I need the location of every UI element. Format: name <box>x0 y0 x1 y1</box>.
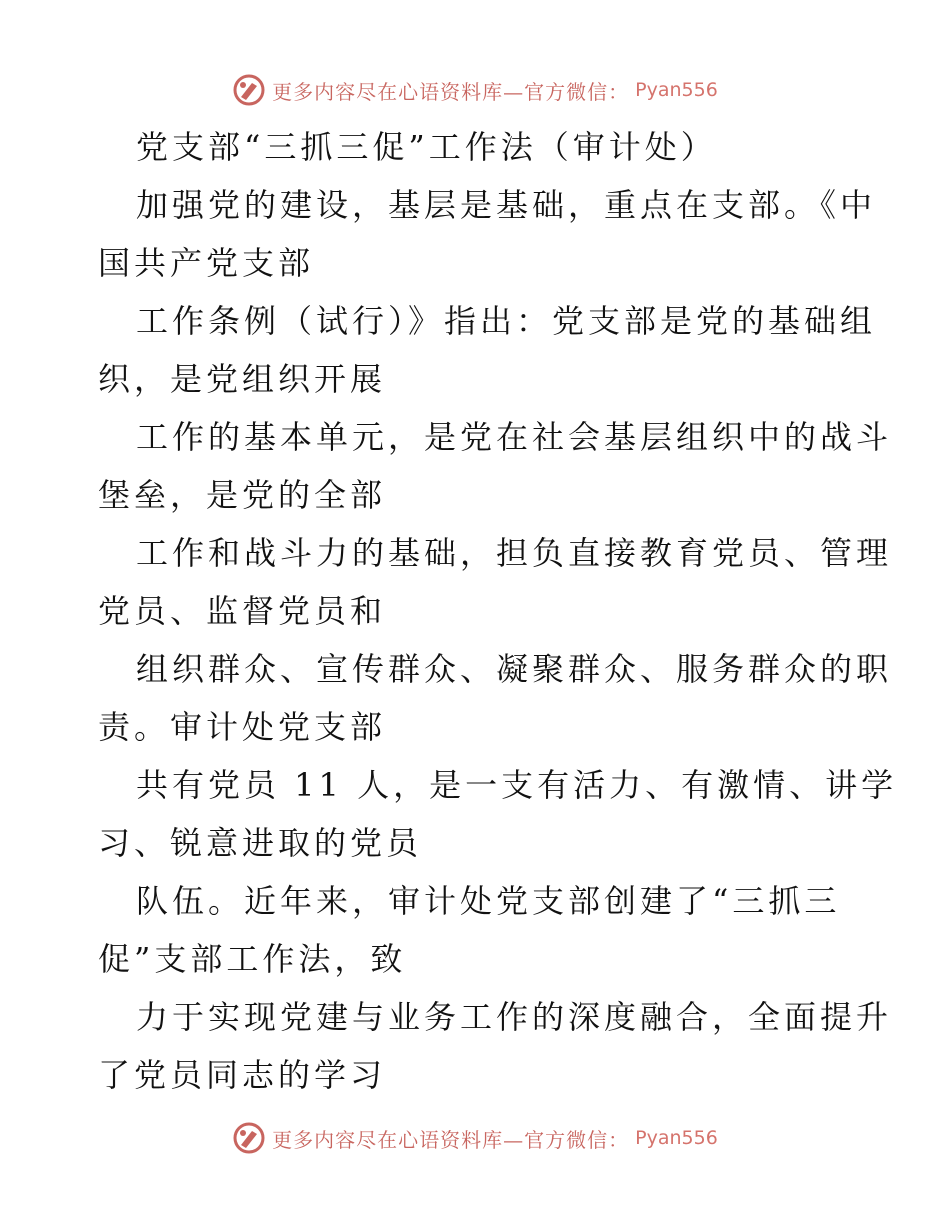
logo-icon <box>232 73 266 107</box>
logo-icon <box>232 1121 266 1155</box>
text-line: 队伍。近年来，审计处党支部创建了“三抓三 <box>136 882 841 920</box>
document-body <box>98 118 898 1104</box>
watermark-text: 更多内容尽在心语资料库—官方微信： <box>272 79 630 104</box>
text-line: 责。审计处党支部 <box>98 708 387 746</box>
watermark-handle: Pyan556 <box>635 1127 718 1149</box>
footer-watermark <box>0 1118 950 1158</box>
text-line: 习、锐意进取的党员 <box>98 824 423 862</box>
text-line: 力于实现党建与业务工作的深度融合，全面提升 <box>136 998 893 1036</box>
text-line: 加强党的建设，基层是基础，重点在支部。《中 <box>136 186 877 224</box>
watermark-text: 更多内容尽在心语资料库—官方微信： <box>272 1127 630 1152</box>
text-line: 堡垒，是党的全部 <box>98 476 387 514</box>
text-line: 织，是党组织开展 <box>98 360 387 398</box>
text-line: 共有党员 11 人，是一支有活力、有激情、讲学 <box>136 766 898 804</box>
text-line: 组织群众、宣传群众、凝聚群众、服务群众的职 <box>136 650 893 688</box>
text-line: 了党员同志的学习 <box>98 1056 387 1094</box>
text-line: 工作的基本单元，是党在社会基层组织中的战斗 <box>136 418 893 456</box>
header-watermark <box>0 70 950 110</box>
text-line: 党支部“三抓三促”工作法（审计处） <box>136 128 717 166</box>
watermark-handle: Pyan556 <box>635 79 718 101</box>
text-line: 促”支部工作法，致 <box>98 940 407 978</box>
text-line: 党员、监督党员和 <box>98 592 387 630</box>
text-line: 工作条例（试行）》指出：党支部是党的基础组 <box>136 302 877 340</box>
text-line: 工作和战斗力的基础，担负直接教育党员、管理 <box>136 534 893 572</box>
text-line: 国共产党支部 <box>98 244 315 282</box>
